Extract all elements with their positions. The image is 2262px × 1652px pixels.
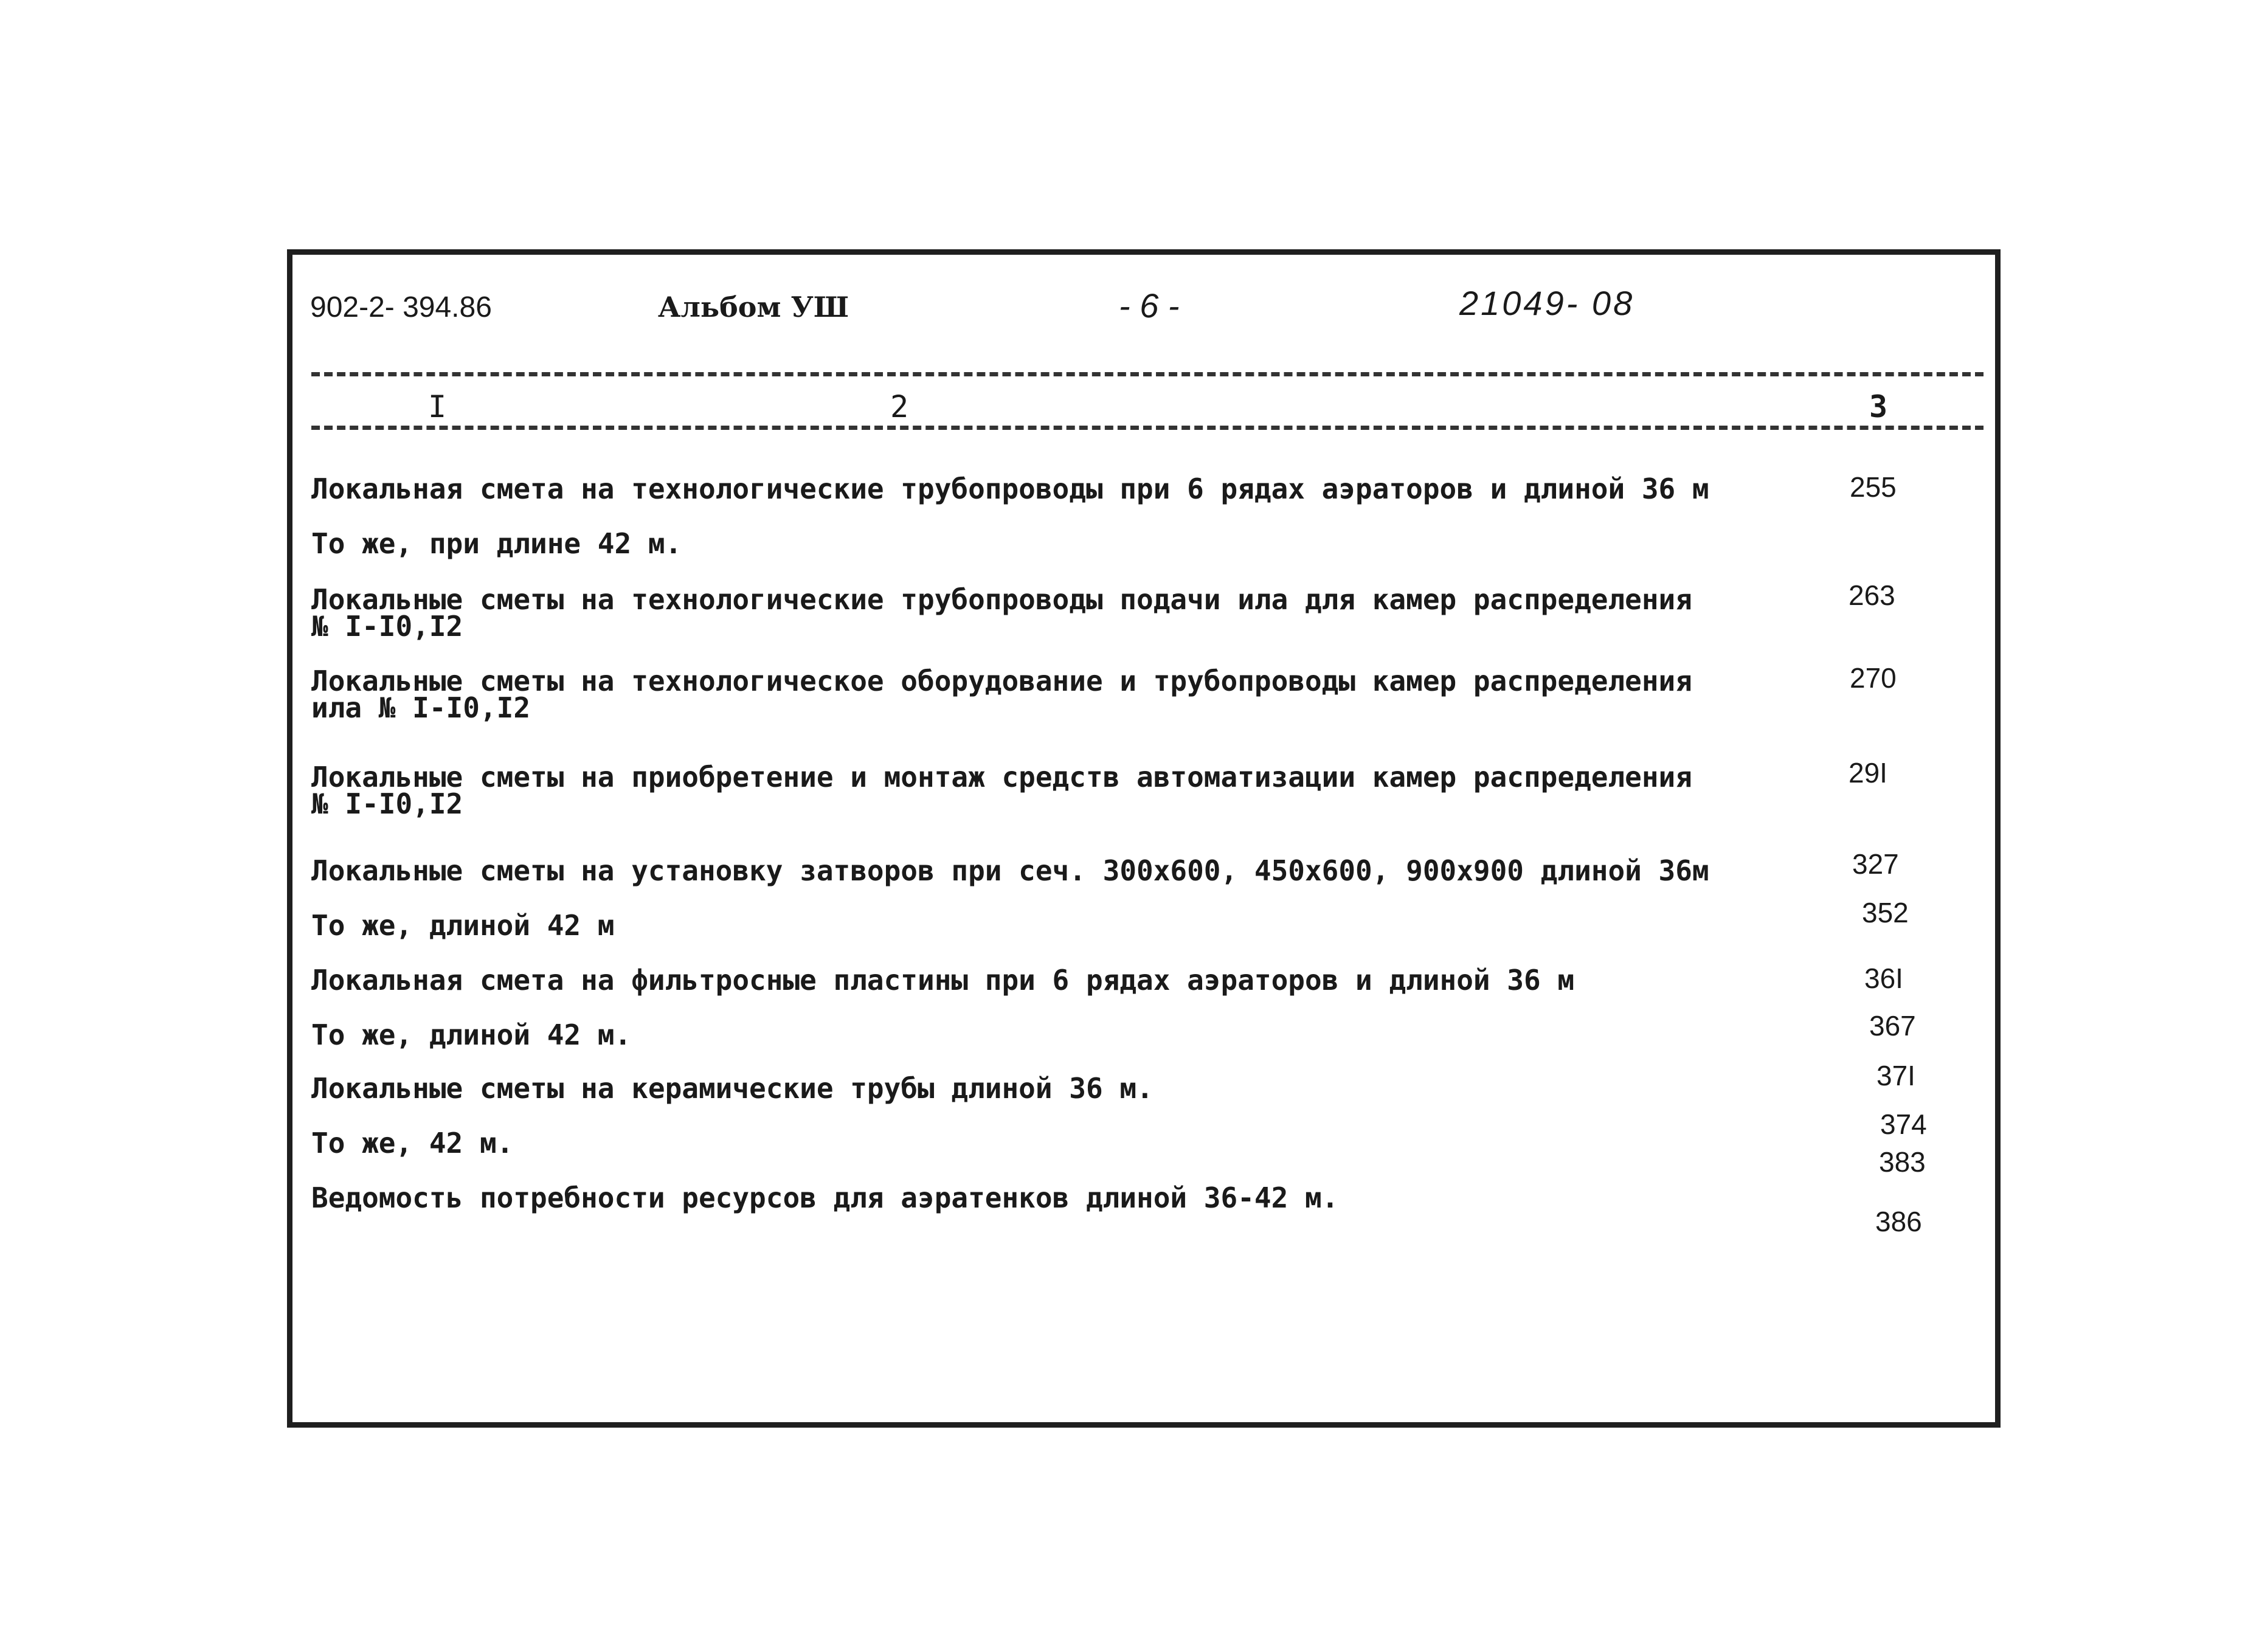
entry-text-continued: № I-I0,I2: [311, 610, 463, 643]
list-item: [311, 1018, 1710, 1051]
entry-text: Локальные сметы на приобретение и монтаж средств автоматизации камер распределения: [311, 761, 1692, 793]
album-label: Альбом УШ: [658, 291, 849, 323]
entry-page: 374: [1880, 1108, 1927, 1140]
entry-page: 37I: [1876, 1060, 1915, 1091]
list-item: [311, 583, 1710, 643]
header-divider-top: [311, 372, 1984, 376]
entry-page: 367: [1869, 1010, 1916, 1042]
header-divider-bottom: [311, 426, 1984, 430]
list-item: [311, 1072, 1710, 1105]
entry-text: То же, 42 м.: [311, 1127, 514, 1160]
list-item: [311, 761, 1710, 820]
entry-page: 352: [1862, 897, 1909, 928]
inventory-number: 21049- 08: [1459, 284, 1635, 322]
entry-text: Локальные сметы на технологическое оборудование и трубопроводы камер распределения: [311, 665, 1692, 697]
column-number-1: I: [426, 389, 449, 424]
column-number-2: 2: [888, 389, 911, 424]
entry-text-continued: ила № I-I0,I2: [311, 691, 531, 724]
entry-text: Локальные сметы на технологические трубопроводы подачи ила для камер распределения: [311, 583, 1692, 616]
entry-page: 255: [1850, 471, 1897, 503]
entry-text: То же, при длине 42 м.: [311, 527, 682, 560]
entry-page: 270: [1850, 662, 1897, 694]
entry-text: Локальные сметы на керамические трубы длиной 36 м.: [311, 1072, 1153, 1105]
entry-page: 29I: [1849, 757, 1887, 789]
entry-text: Локальная смета на фильтросные пластины при 6 рядах аэраторов и длиной 36 м: [311, 964, 1575, 997]
page-number: - 6 -: [1119, 286, 1180, 325]
list-item: [311, 665, 1710, 724]
list-item: [311, 909, 1710, 942]
entry-page: 36I: [1864, 963, 1903, 994]
entry-text-continued: № I-I0,I2: [311, 787, 463, 820]
list-item: [311, 964, 1710, 997]
entry-text: То же, длиной 42 м: [311, 909, 615, 942]
column-number-3: 3: [1867, 389, 1890, 424]
entry-text: Локальная смета на технологические трубопроводы при 6 рядах аэраторов и длиной 36 м: [311, 472, 1709, 505]
list-item: [311, 472, 1710, 505]
entry-text: Ведомость потребности ресурсов для аэратенков длиной 36-42 м.: [311, 1181, 1339, 1214]
entry-page: 383: [1879, 1146, 1926, 1178]
list-item: [311, 1181, 1710, 1214]
entry-page: 263: [1849, 579, 1895, 611]
list-item: [311, 854, 1710, 887]
document-code: 902-2- 394.86: [310, 291, 492, 323]
entry-text: То же, длиной 42 м.: [311, 1018, 632, 1051]
list-item: [311, 527, 1710, 560]
entry-page: 386: [1875, 1206, 1922, 1237]
entry-page: 327: [1852, 848, 1899, 880]
list-item: [311, 1127, 1710, 1160]
entry-text: Локальные сметы на установку затворов при сеч. 300х600, 450х600, 900х900 длиной 36м: [311, 854, 1709, 887]
